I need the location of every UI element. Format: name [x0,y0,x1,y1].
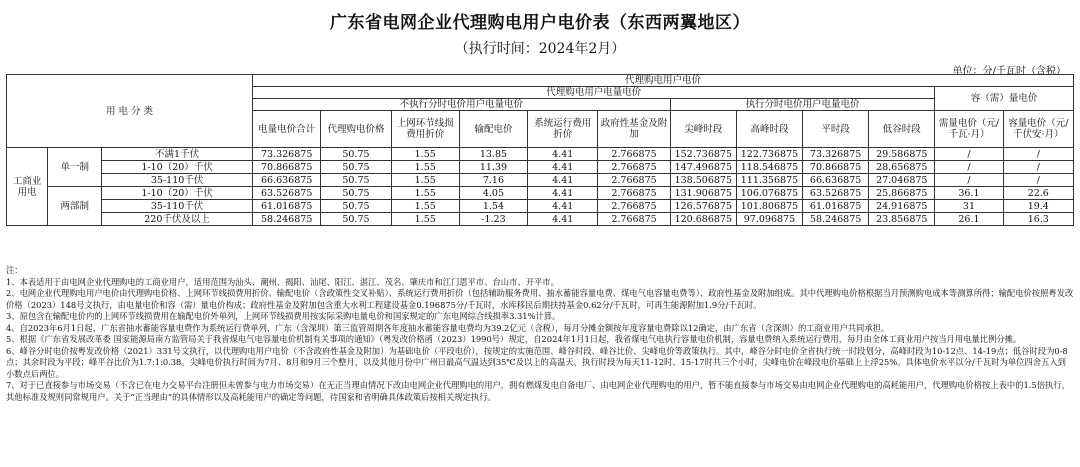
col-peak: 高峰时段 [736,111,802,148]
table-cell: 22.6 [1003,187,1073,200]
table-row [7,200,1074,213]
table-cell: / [935,148,1003,161]
note-item: 6、峰谷分时电价按粤发改价格（2021）331号文执行，以代理购电用户电价（不含政府性基金及附加）为基础电价（平段电价），按规定的实施范围、峰谷时段、峰谷比价、尖峰电价等政策执行。其中，峰谷分时电价全省执行统一时段划分，高峰时段为10-12点、14-19点；低谷时段为0-8点；其余时段为平段；峰平谷比价为1.7:1:0.38。尖峰电价执行时间为7月、8月和9月三个整月，以及其他月份中广州日最高气温达到35℃及以上的高温天，执行时段为每天11-12时、15-17时共三个小时，尖峰电价在峰段电价基础上上浮25%。具体电价水平以分/千瓦时为单位四舍五入到小数点后两位。 [6,345,1068,379]
table-cell: 50.75 [321,148,391,161]
notes-section [6,265,1074,403]
col-total-energy-price: 电量电价合计 [253,111,321,148]
table-cell: 1.55 [391,161,459,174]
table-cell: 50.75 [321,161,391,174]
table-cell: 97.096875 [736,213,802,226]
col-transmission-price: 输配电价 [459,111,527,148]
group-single-system: 单一制 [48,148,102,187]
table-cell: 28.656875 [869,161,935,174]
col-line-loss-price: 上网环节线损费用折价 [391,111,459,148]
table-row [7,174,1074,187]
table-cell: 126.576875 [670,200,736,213]
table-cell: 61.016875 [803,200,869,213]
table-cell: 7.16 [459,174,527,187]
table-cell: 13.85 [459,148,527,161]
table-cell: 25.866875 [869,187,935,200]
table-cell: 4.41 [528,187,598,200]
table-cell: 122.736875 [736,148,802,161]
header-tou: 执行分时电价用户电量电价 [670,99,935,111]
header-non-tou: 不执行分时电价用户电量电价 [253,99,671,111]
table-cell: 19.4 [1003,200,1073,213]
voltage-level: 35-110千伏 [102,174,253,187]
table-cell: / [935,174,1003,187]
col-valley: 低谷时段 [869,111,935,148]
table-cell: 131.906875 [670,187,736,200]
table-cell: 1.55 [391,200,459,213]
col-flat: 平时段 [803,111,869,148]
table-cell: 4.05 [459,187,527,200]
header-category: 用 电 分 类 [7,75,253,148]
table-cell: 118.546875 [736,161,802,174]
table-cell: 58.246875 [253,213,321,226]
table-cell: 50.75 [321,174,391,187]
voltage-level: 1-10（20）千伏 [102,187,253,200]
table-cell: 58.246875 [803,213,869,226]
table-cell: 120.686875 [670,213,736,226]
table-cell: / [1003,161,1073,174]
table-cell: 24.916875 [869,200,935,213]
table-cell: 50.75 [321,200,391,213]
group-two-part-system: 两部制 [48,187,102,226]
table-row [7,148,1074,161]
table-cell: 4.41 [528,174,598,187]
table-cell: 2.766875 [598,161,670,174]
table-cell: 1.55 [391,174,459,187]
table-cell: 61.016875 [253,200,321,213]
unit-label: 单位：分/千瓦时（含税） [952,66,1066,77]
note-item: 1、本表适用于由电网企业代理购电的工商业用户，适用范围为汕头、潮州、揭阳、汕尾、阳江、湛江、茂名、肇庆市和江门恩平市、台山市、开平市。 [6,276,559,287]
header-agent-price: 代理购电用户电价 [253,75,1074,87]
voltage-level: 35-110千伏 [102,200,253,213]
col-capacity-price: 容量电价（元/千伏安·月） [1003,111,1073,148]
note-item: 4、自2023年6月1日起，广东省抽水蓄能容量电费作为系统运行费单列，广东（含深圳）第三监管周期各年度抽水蓄能容量电费均为39.2亿元（含税），每月分摊金额按年度容量电费除以12确定，由广东省（含深圳）的工商业用户共同承担。 [6,322,890,333]
table-row [7,187,1074,200]
note-item: 2、电网企业代理购电用户电价由代理购电价格、上网环节线损费用折价、输配电价（含政策性交叉补贴）、系统运行费用折价（包括辅助服务费用、抽水蓄能容量电费、煤电气电容量电费等）、政府性基金及附加组成。其中代理购电价格根据当月预测购电成本等测算所得；输配电价按照粤发改价格（2023）148号文执行，由电量电价和容（需）量电价构成；政府性基金及附加包含重大水利工程建设基金0.196875分/千瓦时，水库移民后期扶持基金0.62分/千瓦时，可再生能源附加1.9分/千瓦时。 [6,288,1074,310]
table-cell: 4.41 [528,200,598,213]
header-agent-volume-price: 代理购电用户电量电价 [253,87,935,99]
table-cell: 1.55 [391,213,459,226]
table-cell: 111.356875 [736,174,802,187]
table-cell: 147.496875 [670,161,736,174]
col-system-operation-price: 系统运行费用折价 [528,111,598,148]
table-cell: 2.766875 [598,200,670,213]
table-cell: 16.3 [1003,213,1073,226]
table-cell: 138.506875 [670,174,736,187]
page-title: 广东省电网企业代理购电用户电价表（东西两翼地区） [330,13,750,33]
table-cell: 1.54 [459,200,527,213]
voltage-level: 不满1千伏 [102,148,253,161]
table-cell: 70.866875 [253,161,321,174]
note-item: 5、根据《广东省发展改革委 国家能源局南方监管局关于我省煤电气电容量电价机制有关事项的通知》（粤发改价格函（2023）1990号）规定，自2024年1月1日起，我省煤电气电执行容量电价机制，容量电费纳入系统运行费用，每月由全体工商业用户按当月用电量比例分摊。 [6,334,1022,344]
table-cell: 4.41 [528,213,598,226]
table-cell: 101.806875 [736,200,802,213]
table-cell: 2.766875 [598,187,670,200]
voltage-level: 1-10（20）千伏 [102,161,253,174]
page-subtitle: （执行时间：2024年2月） [454,41,626,57]
table-cell: 50.75 [321,187,391,200]
table-cell: 4.41 [528,148,598,161]
voltage-level: 220千伏及以上 [102,213,253,226]
table-row [7,213,1074,226]
table-cell: 66.636875 [803,174,869,187]
note-item: 7、对于已直接参与市场交易（不含已在电力交易平台注册但未曾参与电力市场交易）在无正当理由情况下改由电网企业代理购电的用户，拥有燃煤发电自备电厂、由电网企业代理购电的用户，暂不能直接参与市场交易由电网企业代理购电的高耗能用户，代理购电价格按上表中的1.5倍执行，其他标准及规则同常规用户。关于“正当理由”的具体情形以及高耗能用户的确定等问题，待国家和省明确具体政策后按相关规定执行。 [6,380,1070,402]
table-cell: 63.526875 [253,187,321,200]
table-cell: 73.326875 [803,148,869,161]
table-cell: 73.326875 [253,148,321,161]
table-cell: 50.75 [321,213,391,226]
table-cell: 29.586875 [869,148,935,161]
table-cell: 4.41 [528,161,598,174]
table-cell: / [1003,148,1073,161]
table-cell: -1.23 [459,213,527,226]
table-cell: / [1003,174,1073,187]
table-cell: 2.766875 [598,213,670,226]
table-cell: 2.766875 [598,148,670,161]
table-cell: 66.636875 [253,174,321,187]
table-cell: 2.766875 [598,174,670,187]
table-cell: 1.55 [391,148,459,161]
table-cell: 27.046875 [869,174,935,187]
table-cell: 1.55 [391,187,459,200]
col-demand-price: 需量电价（元/千瓦·月） [935,111,1003,148]
table-cell: / [935,161,1003,174]
table-cell: 63.526875 [803,187,869,200]
table-cell: 31 [935,200,1003,213]
col-agent-purchase-price: 代理购电价格 [321,111,391,148]
note-item: 3、原包含在输配电价内的上网环节线损费用在输配电价外单列，上网环节线损费用按实际采购电量电价和国家规定的广东电网综合线损率3.31%计算。 [6,311,561,321]
table-row [7,161,1074,174]
col-government-fund: 政府性基金及附加 [598,111,670,148]
header-capacity: 容（需）量电价 [935,87,1074,111]
notes-heading: 注： [6,265,23,275]
table-cell: 23.856875 [869,213,935,226]
table-cell: 36.1 [935,187,1003,200]
table-cell: 11.39 [459,161,527,174]
table-cell: 152.736875 [670,148,736,161]
table-cell: 26.1 [935,213,1003,226]
table-cell: 106.076875 [736,187,802,200]
col-peak-critical: 尖峰时段 [670,111,736,148]
price-table [6,74,1074,226]
group-industrial-commercial: 工商业用电 [7,148,48,226]
table-cell: 70.866875 [803,161,869,174]
